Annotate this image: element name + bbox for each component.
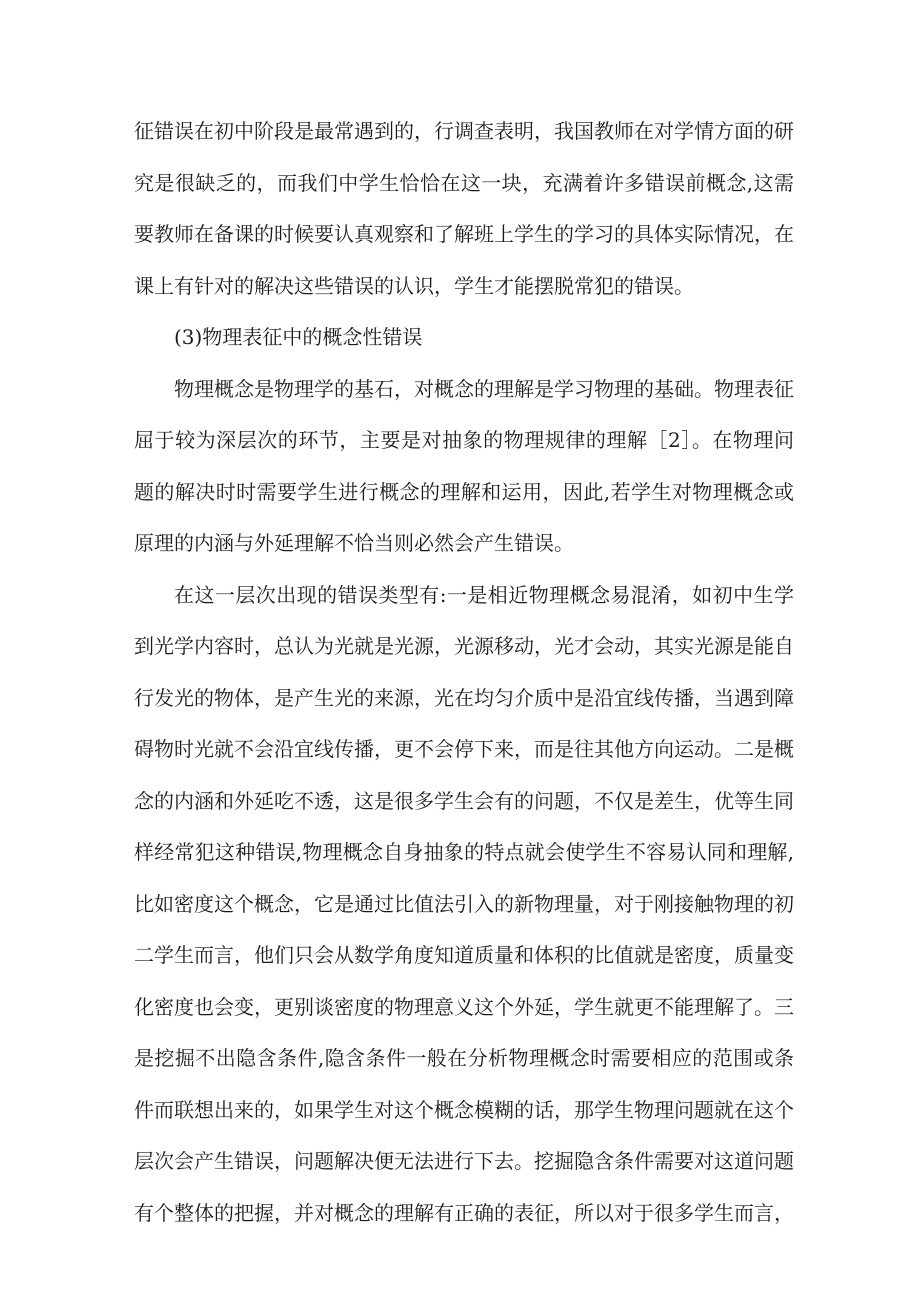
paragraph-line: 是挖掘不出隐含条件,隐含条件一般在分析物理概念时需要相应的范围或条 — [134, 1046, 794, 1070]
paragraph-line: 二学生而言，他们只会从数学角度知道质量和体积的比值就是密度，质量变 — [134, 943, 794, 967]
paragraph-line: 要教师在备课的时候要认真观察和了解班上学生的学习的具体实际情况，在 — [134, 222, 794, 246]
paragraph-line: 样经常犯这种错误,物理概念自身抽象的特点就会使学生不容易认同和理解, — [134, 840, 794, 864]
paragraph-line: 比如密度这个概念，它是通过比值法引入的新物理量，对于刚接触物理的初 — [134, 891, 794, 916]
paragraph-line: 化密度也会变，更别谈密度的物理意义这个外延，学生就更不能理解了。三 — [134, 994, 794, 1019]
paragraph-line: 物理概念是物理学的基石，对概念的理解是学习物理的基础。物理表征 — [174, 376, 794, 401]
paragraph-line: 课上有针对的解决这些错误的认识，学生才能摆脱常犯的错误。 — [134, 273, 694, 298]
paragraph-line: 有个整体的把握，并对概念的理解有正确的表征，所以对于很多学生而言， — [134, 1200, 794, 1225]
paragraph-line: 件而联想出来的，如果学生对这个概念模糊的话，那学生物理问题就在这个 — [134, 1097, 794, 1122]
paragraph-line: 念的内涵和外延吃不透，这是很多学生会有的问题，不仅是差生，优等生同 — [134, 788, 794, 813]
paragraph-line: 征错误在初中阶段是最常遇到的，行调查表明，我国教师在对学情方面的研 — [134, 119, 794, 143]
paragraph-line: 究是很缺乏的，而我们中学生恰恰在这一块，充满着许多错误前概念,这需 — [134, 170, 794, 195]
paragraph-line: 行发光的物体，是产生光的来源，光在均匀介质中是沿宜线传播，当遇到障 — [134, 685, 794, 710]
paragraph-line: 在这一层次出现的错误类型有:一是相近物理概念易混淆，如初中生学 — [174, 582, 794, 607]
paragraph-line: 屈于较为深层次的环节，主要是对抽象的物理规律的理解［2］。在物理问 — [134, 428, 794, 452]
document-body — [134, 106, 794, 1239]
paragraph-line: 碍物时光就不会沿宜线传播，更不会停下来，而是往其他方向运动。二是概 — [134, 737, 794, 761]
paragraph-line: 层次会产生错误，问题解决便无法进行下去。挖掘隐含条件需要对这道问题 — [134, 1149, 794, 1173]
paragraph-line: 原理的内涵与外延理解不恰当则必然会产生错误。 — [134, 531, 574, 555]
section-heading: (3)物理表征中的概念性错误 — [174, 325, 423, 349]
paragraph-line: 到光学内容时，总认为光就是光源，光源移动，光才会动，其实光源是能自 — [134, 634, 794, 658]
paragraph-line: 题的解决时时需要学生进行概念的理解和运用，因此,若学生对物理概念或 — [134, 479, 794, 504]
